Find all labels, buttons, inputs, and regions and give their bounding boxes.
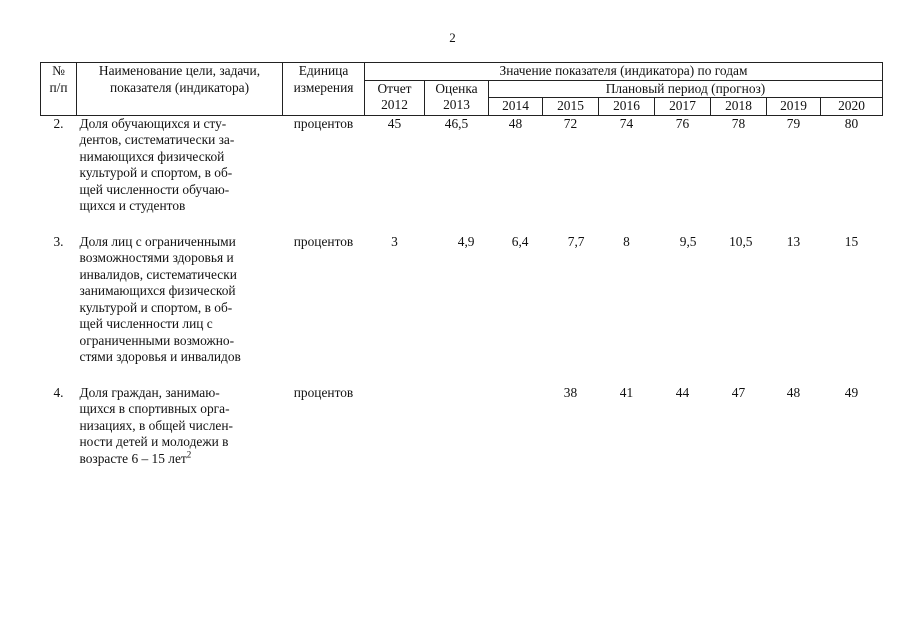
row-number: 2. — [53, 115, 64, 131]
name-line: Доля граждан, занимаю- — [79, 384, 220, 400]
name-line: Доля обучающихся и сту- — [79, 115, 227, 131]
header-unit-line-1: Единица — [298, 63, 349, 78]
indicator-name — [77, 234, 283, 385]
indicator-name — [77, 115, 283, 234]
name-line — [80, 451, 281, 468]
header-planned-period: Плановый период (прогноз) — [489, 80, 883, 98]
value-cell: 46,5 — [444, 115, 469, 131]
name-line: дентов, систематически за- — [79, 132, 235, 147]
name-line: инвалидов, систематически — [79, 266, 237, 282]
value-cell: 7,7 — [567, 233, 585, 249]
header-estimate — [425, 80, 489, 115]
value-cell: 15 — [844, 233, 859, 249]
name-line: щихся в спортивных орга- — [79, 401, 230, 416]
value-cell: 3 — [391, 233, 398, 249]
value-cell: 76 — [675, 115, 690, 131]
header-year: 2019 — [767, 98, 821, 116]
header-name-line-1: Наименование цели, задачи, — [98, 63, 261, 78]
name-line: щей численности лиц с — [79, 316, 213, 331]
name-line: занимающихся физической — [79, 283, 236, 298]
header-unit-line-2: измерения — [293, 79, 354, 95]
header-num — [41, 63, 77, 116]
name-line-text: возрасте 6 – 15 лет — [79, 450, 187, 466]
header-num-line-1: № — [52, 63, 65, 78]
table-row — [41, 234, 883, 385]
value-cell: 38 — [563, 384, 578, 400]
value-cell: 48 — [786, 384, 801, 400]
row-number: 4. — [53, 384, 64, 400]
value-cell — [489, 385, 543, 487]
table-row — [41, 115, 883, 234]
header-report — [365, 80, 425, 115]
value-cell — [365, 385, 425, 487]
value-cell: 6,4 — [511, 233, 529, 249]
header-unit — [283, 63, 365, 116]
value-cell: 72 — [563, 115, 578, 131]
table-body — [41, 115, 883, 486]
indicator-name — [77, 385, 283, 487]
name-line: Доля лиц с ограниченными — [79, 233, 236, 249]
indicators-table — [40, 62, 883, 486]
value-cell: 8 — [623, 233, 630, 249]
value-cell: 78 — [731, 115, 746, 131]
unit-cell: процентов — [293, 115, 354, 131]
header-report-year: 2012 — [381, 97, 408, 112]
name-line: щихся и студентов — [79, 198, 186, 213]
name-line: нимающихся физической — [79, 148, 225, 164]
value-cell: 79 — [786, 115, 801, 131]
value-cell: 13 — [786, 233, 801, 249]
value-cell: 80 — [844, 115, 859, 131]
name-line: ности детей и молодежи в — [79, 434, 229, 449]
header-name — [77, 63, 283, 116]
header-year: 2015 — [543, 98, 599, 116]
value-cell: 4,9 — [457, 233, 475, 249]
name-line: ограниченными возможно- — [79, 332, 235, 348]
unit-cell: процентов — [293, 233, 354, 249]
value-cell: 44 — [675, 384, 690, 400]
header-year: 2016 — [599, 98, 655, 116]
table-header — [41, 63, 883, 116]
value-cell: 48 — [508, 115, 523, 131]
value-cell: 74 — [619, 115, 634, 131]
name-line: культурой и спортом, в об- — [79, 299, 233, 315]
value-cell: 47 — [731, 384, 746, 400]
value-cell — [425, 385, 489, 487]
header-estimate-label: Оценка — [435, 80, 478, 96]
header-year: 2017 — [655, 98, 711, 116]
name-line: низациях, в общей числен- — [79, 417, 233, 433]
header-year: 2020 — [821, 98, 883, 116]
value-cell: 45 — [387, 115, 402, 131]
value-cell: 9,5 — [679, 233, 697, 249]
table-row — [41, 385, 883, 487]
value-cell: 41 — [619, 384, 634, 400]
page-number: 2 — [449, 30, 456, 45]
header-estimate-year: 2013 — [443, 97, 470, 112]
value-cell: 49 — [844, 384, 859, 400]
header-num-line-2: п/п — [49, 79, 68, 95]
value-cell: 10,5 — [729, 233, 753, 249]
header-report-label: Отчет — [377, 80, 412, 96]
name-line: щей численности обучаю- — [79, 181, 230, 197]
unit-cell: процентов — [293, 384, 354, 400]
header-year: 2014 — [489, 98, 543, 116]
footnote-marker: 2 — [186, 449, 192, 460]
name-line: стями здоровья и инвалидов — [79, 349, 241, 364]
header-values-by-year: Значение показателя (индикатора) по годам — [365, 63, 883, 81]
name-line: возможностями здоровья и — [79, 250, 234, 265]
header-year: 2018 — [711, 98, 767, 116]
name-line: культурой и спортом, в об- — [79, 165, 233, 180]
header-name-line-2: показателя (индикатора) — [109, 79, 250, 95]
row-number: 3. — [53, 233, 64, 249]
